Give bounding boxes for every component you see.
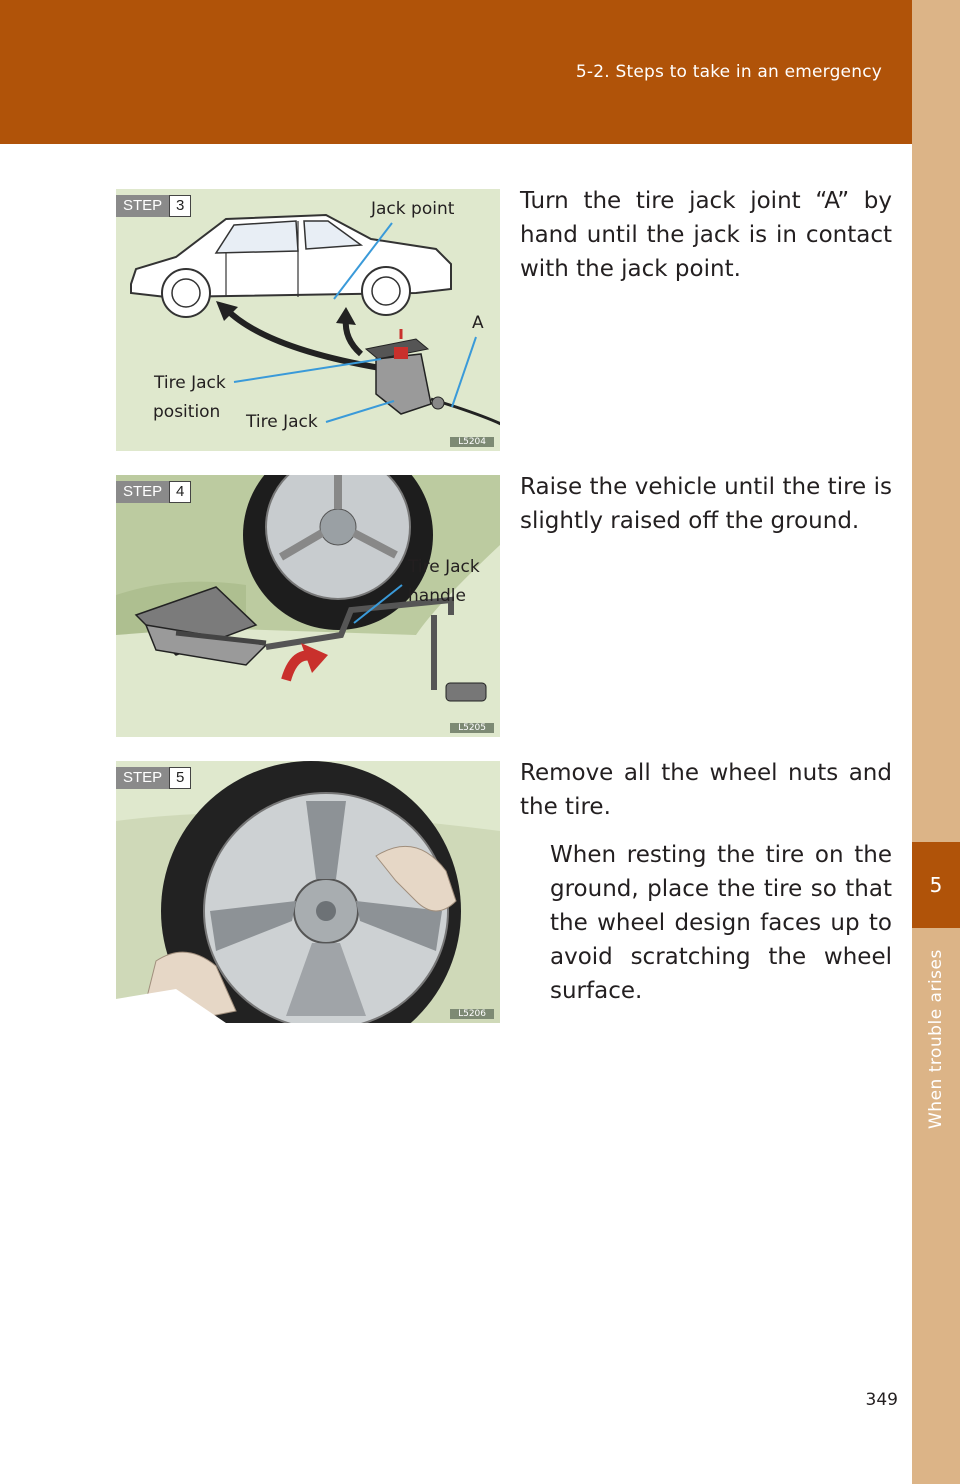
label-tire-jack: Tire Jack (246, 412, 318, 432)
tire-removal-illustration (116, 761, 500, 1023)
chapter-number-tab: 5 (912, 842, 960, 928)
label-jack-position-2: position (153, 402, 221, 422)
figure-code: L5204 (450, 437, 494, 447)
step-3-text: Turn the tire jack joint “A” by hand until the jack is in contact with the jack point. (520, 188, 892, 282)
label-joint-a: A (472, 313, 484, 333)
step-badge (116, 481, 191, 503)
figure-step-4 (116, 475, 500, 737)
chapter-title: When trouble arises (926, 949, 946, 1129)
page-number: 349 (865, 1390, 898, 1410)
step-badge-word: STEP (116, 195, 169, 217)
label-jack-point: Jack point (371, 199, 455, 219)
step-4-text: Raise the vehicle until the tire is slightly raised off the ground. (520, 474, 892, 534)
figure-step-5 (116, 761, 500, 1023)
label-handle-2: handle (408, 586, 466, 606)
step-5-text: Remove all the wheel nuts and the tire. (520, 760, 892, 820)
step-badge-word: STEP (116, 481, 169, 503)
step-5-note: When resting the tire on the ground, place the tire so that the wheel design faces up to avoid scratching the wheel surface. (550, 842, 892, 1004)
step-badge (116, 767, 191, 789)
figure-code: L5206 (450, 1009, 494, 1019)
figure-step-3 (116, 189, 500, 451)
step-badge-number: 5 (169, 767, 191, 789)
step-badge-number: 4 (169, 481, 191, 503)
section-title: 5-2. Steps to take in an emergency (575, 62, 882, 82)
page-header (0, 0, 912, 144)
step-badge (116, 195, 191, 217)
label-jack-position-1: Tire Jack (154, 373, 226, 393)
label-handle-1: Tire Jack (408, 557, 480, 577)
figure-code: L5205 (450, 723, 494, 733)
chapter-sidebar (912, 0, 960, 1484)
step-badge-word: STEP (116, 767, 169, 789)
step-badge-number: 3 (169, 195, 191, 217)
